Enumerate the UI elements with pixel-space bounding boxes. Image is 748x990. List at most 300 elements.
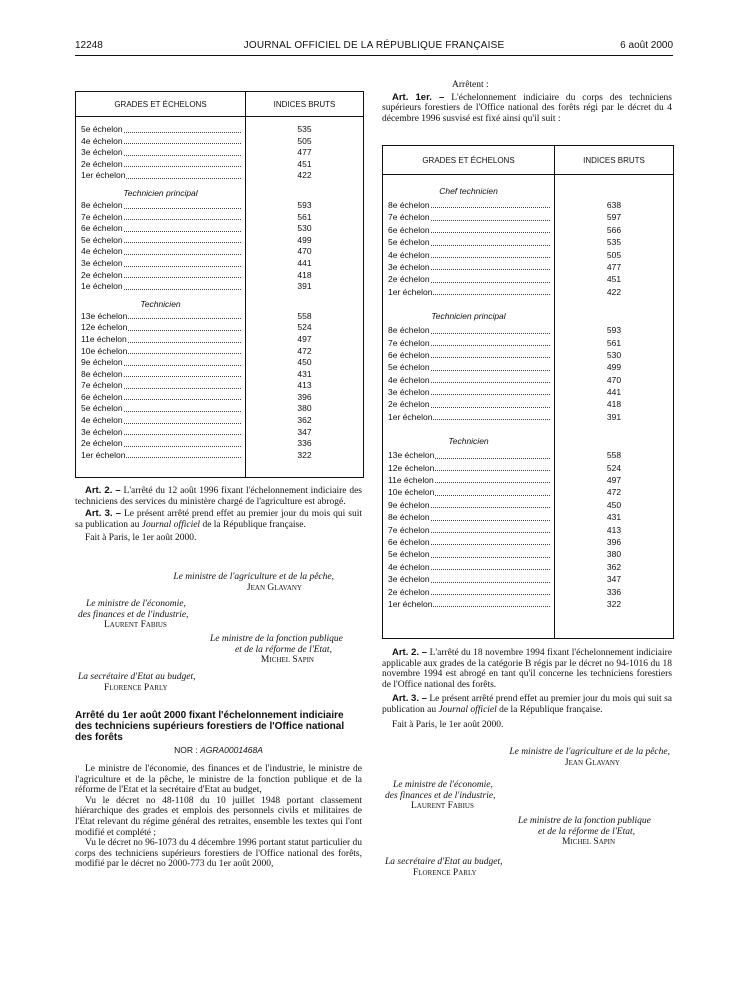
table-row-label	[76, 311, 245, 323]
arretent: Arrêtent :	[452, 80, 489, 90]
journal-title: JOURNAL OFFICIEL DE LA RÉPUBLIQUE FRANÇAISE	[243, 40, 505, 51]
table-row-label	[383, 586, 554, 598]
indice-value: 336	[297, 438, 312, 449]
table-spacer	[555, 423, 673, 433]
signatory-name: Jean Glavany	[564, 757, 620, 768]
table-row-label	[383, 598, 554, 610]
col-indices-header: INDICES BRUTS	[273, 99, 336, 109]
table-row-label	[383, 199, 554, 211]
echelon-label: 4e échelon	[388, 249, 430, 260]
table-row-label	[76, 380, 245, 392]
echelon-label: 3e échelon	[81, 426, 123, 437]
table-row-label	[76, 346, 245, 358]
art3-text-a: Le présent arrêté prend effet au premier jour du mois qui suit sa publication au	[75, 509, 362, 530]
dot-leader	[435, 449, 550, 458]
indice-value: 535	[297, 124, 312, 134]
signatory-role: des finances et de l'industrie,	[385, 790, 496, 801]
indice-value: 470	[297, 246, 312, 257]
echelon-label: 12e échelon	[81, 322, 128, 333]
art3-label: Art. 3. –	[392, 693, 427, 705]
dot-leader	[124, 258, 241, 267]
dot-leader	[431, 386, 550, 395]
indice-value: 497	[297, 333, 312, 344]
indice-value: 391	[606, 411, 622, 422]
echelon-label: 1er échelon	[388, 598, 433, 609]
table-row-label	[76, 147, 245, 159]
dot-leader	[124, 438, 241, 447]
table-row-label	[383, 211, 554, 223]
table-row-label	[76, 246, 245, 258]
table-row-label	[76, 392, 245, 404]
table-row-label	[76, 322, 245, 334]
echelon-label: 6e échelon	[81, 391, 123, 402]
echelon-label: 9e échelon	[388, 499, 430, 510]
dot-leader	[124, 159, 241, 168]
art3-label: Art. 3. –	[85, 508, 121, 520]
dot-leader	[431, 361, 550, 370]
echelon-label: 1er échelon	[81, 170, 126, 181]
indice-value: 558	[297, 310, 312, 321]
dot-leader	[431, 261, 550, 270]
page-header	[75, 40, 673, 56]
echelon-label: 8e échelon	[388, 200, 430, 210]
table-row-label	[383, 449, 554, 461]
echelon-label: 9e échelon	[81, 357, 123, 368]
table-row-label	[383, 261, 554, 273]
dot-leader	[433, 598, 550, 607]
left-grades-table	[75, 91, 364, 478]
table-spacer	[555, 183, 673, 199]
table-row-label	[76, 200, 245, 212]
echelon-label: 2e échelon	[81, 269, 123, 280]
table-row-label	[383, 536, 554, 548]
signatory-name: Florence Parly	[413, 867, 477, 878]
echelon-label: 13e échelon	[388, 450, 435, 461]
left-signature-4	[78, 672, 196, 693]
table-row-label	[383, 324, 554, 336]
echelon-label: 5e échelon	[81, 234, 123, 245]
table-row-label	[383, 486, 554, 498]
echelon-label: 3e échelon	[81, 147, 123, 158]
right-art3	[382, 694, 672, 715]
table-spacer	[76, 117, 245, 124]
nor-code: AGRA0001468A	[200, 745, 263, 755]
table-row-label	[76, 270, 245, 282]
col-grades-header: GRADES ET ÉCHELONS	[383, 146, 555, 174]
echelon-label: 2e échelon	[388, 399, 430, 410]
right-fait: Fait à Paris, le 1er août 2000.	[392, 719, 504, 730]
dot-leader	[431, 573, 550, 582]
table-spacer	[555, 298, 673, 308]
echelon-label: 5e échelon	[81, 124, 123, 134]
dot-leader	[431, 224, 550, 233]
preamble-ministers: Le ministre de l'économie, des finances et de l'industrie, le ministre de l'agriculture et de la pêche, le ministre de la fonction publique et de la réforme de l'Etat et la secrétaire d'Etat au budget,	[75, 764, 362, 796]
echelon-label: 5e échelon	[388, 237, 430, 248]
indice-value: 347	[297, 426, 312, 437]
dot-leader	[431, 199, 550, 208]
table-row-label	[76, 124, 245, 136]
dot-leader	[431, 524, 550, 533]
table-row-label	[383, 548, 554, 560]
indice-value: 561	[606, 337, 622, 348]
right-articles	[382, 648, 672, 730]
art2-label: Art. 2. –	[392, 647, 428, 658]
table-row-label	[383, 386, 554, 398]
echelon-label: 5e échelon	[81, 403, 123, 414]
echelon-label: 3e échelon	[81, 257, 123, 268]
art3-text-b: de la République française.	[200, 519, 306, 530]
dot-leader	[431, 548, 550, 557]
table-row-label	[76, 258, 245, 270]
table-row-label	[383, 273, 554, 285]
indice-value: 593	[297, 199, 312, 210]
indice-value: 418	[606, 399, 622, 410]
table-spacer	[383, 298, 554, 308]
echelon-label: 4e échelon	[81, 415, 123, 426]
indice-value: 396	[297, 391, 312, 402]
indice-value: 347	[606, 574, 622, 585]
table-row-label	[76, 334, 245, 346]
table-row-label	[383, 337, 554, 349]
dot-leader	[124, 427, 241, 436]
art3-text-b: de la République française.	[496, 704, 603, 715]
indice-value: 322	[297, 449, 312, 460]
dot-leader	[435, 486, 550, 495]
right-art2	[382, 648, 672, 690]
preamble-vu-1996: Vu le décret no 96-1073 du 4 décembre 1996 portant statut particulier du corps des techniciens supérieurs forestiers de l'Office national des forêts, modifié par le décret no 2000-773 du 1er août 2000,	[75, 838, 362, 870]
signatory-name: Laurent Fabius	[104, 620, 167, 631]
dot-leader	[435, 462, 550, 471]
preamble-vu-1948: Vu le décret no 48-1108 du 10 juillet 1948 portant classement hiérarchique des grades et emplois des personnels civils et militaires de l'Etat relevant du régime général des retraites, ensemble les textes qui l'ont modifié et complété ;	[75, 795, 362, 838]
indice-value: 472	[297, 345, 312, 356]
indice-value: 422	[297, 170, 312, 181]
table-row-label	[76, 170, 245, 182]
indice-value: 499	[297, 234, 312, 245]
table-row-label	[76, 235, 245, 247]
echelon-label: 6e échelon	[388, 349, 430, 360]
signatory-role: Le ministre de la fonction publique	[210, 634, 343, 644]
art2-label: Art. 2. –	[85, 485, 121, 496]
nor-label: NOR :	[174, 745, 201, 755]
echelon-label: 3e échelon	[388, 574, 430, 585]
right-signature-3	[518, 816, 651, 848]
indice-value: 497	[606, 475, 622, 486]
table-row-label	[383, 561, 554, 573]
indice-value: 450	[606, 499, 622, 510]
table-row-label	[383, 236, 554, 248]
table-spacer	[246, 117, 363, 124]
indice-value: 477	[606, 261, 622, 272]
indice-value: 391	[297, 281, 312, 292]
indice-value: 477	[297, 147, 312, 158]
table-spacer	[555, 433, 673, 449]
dot-leader	[431, 499, 550, 508]
indice-value: 524	[606, 462, 622, 473]
dot-leader	[124, 136, 241, 145]
echelon-label: 6e échelon	[81, 223, 123, 234]
table-row-label	[383, 249, 554, 261]
indice-value: 422	[606, 286, 622, 297]
dot-leader	[124, 200, 241, 209]
indices-column	[246, 117, 363, 477]
echelon-label: 1er échelon	[388, 286, 433, 297]
echelon-label: 11e échelon	[388, 475, 434, 486]
right-signature-2	[385, 780, 495, 812]
dot-leader	[124, 147, 241, 156]
indice-value: 499	[606, 362, 622, 373]
art3-journal: Journal officiel	[141, 519, 201, 530]
table-spacer	[246, 298, 363, 311]
dot-leader	[431, 511, 550, 520]
signatory-name: Florence Parly	[104, 682, 168, 693]
left-fait: Fait à Paris, le 1er août 2000.	[85, 533, 197, 544]
table-section-title: Technicien	[140, 298, 181, 309]
table-row-label	[76, 159, 245, 171]
dot-leader	[431, 586, 550, 595]
indice-value: 362	[297, 415, 312, 426]
indice-value: 470	[606, 374, 622, 385]
indice-value: 472	[606, 487, 622, 498]
indice-value: 380	[297, 403, 312, 414]
art1-text: L'échelonnement indiciaire du corps des techniciens supérieurs forestiers de l'Office national des forêts régi par le décret du 4 décembre 1996 susvisé est fixé ainsi qu'il suit :	[382, 92, 672, 124]
indice-value: 524	[297, 322, 312, 333]
echelon-label: 5e échelon	[388, 362, 430, 373]
indice-value: 451	[297, 158, 312, 169]
right-signature-4	[385, 857, 503, 878]
table-section-title: Technicien principal	[431, 311, 506, 322]
table-row-label	[383, 224, 554, 236]
left-articles	[75, 486, 362, 544]
table-spacer	[555, 175, 673, 183]
dot-leader	[128, 346, 241, 355]
dot-leader	[431, 398, 550, 407]
left-signature-2	[78, 599, 188, 631]
echelon-label: 1er échelon	[388, 411, 433, 422]
signatory-role: Le ministre de l'économie,	[86, 599, 186, 609]
echelon-label: 13e échelon	[81, 310, 128, 321]
table-row-label	[383, 398, 554, 410]
table-row-label	[76, 403, 245, 415]
table-row-label	[76, 223, 245, 235]
signatory-role: Le ministre de la fonction publique	[518, 816, 651, 826]
indice-value: 413	[606, 524, 622, 535]
table-row-label	[76, 415, 245, 427]
art2-text: L'arrêté du 12 août 1996 fixant l'échelonnement indiciaire des techniciens des services du ministère chargé de l'agriculture est abrogé.	[75, 486, 362, 507]
echelon-label: 7e échelon	[81, 211, 123, 222]
signatory-name: Laurent Fabius	[411, 801, 474, 812]
table-spacer	[555, 308, 673, 324]
table-row-label	[383, 573, 554, 585]
table-row-label	[383, 474, 554, 486]
dot-leader	[431, 324, 550, 333]
table-row-label	[383, 511, 554, 523]
table-row-label	[76, 357, 245, 369]
indice-value: 441	[606, 387, 622, 398]
art3-journal: Journal officiel	[438, 704, 497, 715]
table-header	[383, 146, 673, 175]
indice-value: 418	[297, 269, 312, 280]
table-section-title: Technicien	[448, 436, 489, 447]
dot-leader	[126, 170, 241, 179]
col-indices-header: INDICES BRUTS	[583, 155, 645, 165]
left-art2	[75, 486, 362, 507]
dot-leader	[124, 380, 241, 389]
signatory-role: et de la réforme de l'Etat,	[538, 826, 636, 837]
dot-leader	[124, 281, 241, 290]
signatory-name: Jean Glavany	[246, 582, 302, 593]
signatory-role: Le ministre de l'économie,	[393, 780, 493, 790]
echelon-label: 3e échelon	[388, 387, 430, 398]
table-row-label	[383, 286, 554, 298]
dot-leader	[431, 236, 550, 245]
dot-leader	[433, 286, 550, 295]
echelon-label: 1e échelon	[81, 281, 123, 292]
art1-label: Art. 1er. –	[392, 91, 445, 103]
signatory-role: La secrétaire d'Etat au budget,	[78, 672, 196, 682]
echelon-label: 7e échelon	[388, 524, 430, 535]
signatory-name: Michel Sapin	[562, 837, 616, 848]
dot-leader	[431, 536, 550, 545]
echelon-label: 8e échelon	[81, 368, 123, 379]
echelon-label: 4e échelon	[388, 561, 430, 572]
echelon-label: 2e échelon	[81, 158, 123, 169]
indice-value: 451	[606, 274, 622, 285]
table-row-label	[383, 374, 554, 386]
header-rule	[75, 55, 673, 56]
right-signature-1	[382, 747, 672, 768]
table-row-label	[76, 136, 245, 148]
indice-value: 597	[606, 212, 622, 223]
indice-value: 431	[297, 368, 312, 379]
echelon-label: 6e échelon	[388, 536, 430, 547]
indice-value: 593	[606, 325, 622, 336]
table-row-label	[383, 349, 554, 361]
indice-value: 535	[606, 237, 622, 248]
indice-value: 505	[606, 249, 622, 260]
table-row-label	[383, 462, 554, 474]
echelon-label: 8e échelon	[81, 199, 123, 210]
table-row-label	[383, 524, 554, 536]
indice-value: 561	[297, 211, 312, 222]
nor-reference	[75, 745, 362, 755]
table-body	[383, 175, 673, 638]
dot-leader	[124, 392, 241, 401]
echelon-label: 10e échelon	[81, 345, 128, 356]
table-row-label	[76, 281, 245, 293]
grades-column	[383, 175, 555, 638]
echelon-label: 4e échelon	[388, 374, 430, 385]
indice-value: 380	[606, 549, 622, 560]
dot-leader	[124, 124, 241, 133]
dot-leader	[431, 561, 550, 570]
indice-value: 322	[606, 598, 622, 609]
signatory-role: Le ministre de l'agriculture et de la pêche,	[173, 572, 334, 582]
art3-text-a: Le présent arrêté prend effet au premier jour du mois qui suit sa publication au	[382, 694, 672, 715]
table-row-label	[76, 369, 245, 381]
dot-leader	[431, 349, 550, 358]
indice-value: 396	[606, 536, 622, 547]
echelon-label: 3e échelon	[388, 261, 430, 272]
table-row-label	[383, 361, 554, 373]
indice-value: 530	[606, 349, 622, 360]
echelon-label: 7e échelon	[388, 212, 430, 223]
dot-leader	[128, 334, 241, 343]
table-section-title: Technicien principal	[123, 187, 198, 198]
col-grades-header: GRADES ET ÉCHELONS	[76, 92, 246, 116]
dot-leader	[124, 357, 241, 366]
dot-leader	[124, 270, 241, 279]
indice-value: 530	[297, 223, 312, 234]
dot-leader	[431, 337, 550, 346]
indice-value: 450	[297, 357, 312, 368]
right-intro	[382, 80, 672, 124]
table-spacer	[246, 187, 363, 200]
dot-leader	[435, 474, 550, 483]
echelon-label: 6e échelon	[388, 224, 430, 235]
echelon-label: 8e échelon	[388, 512, 430, 523]
echelon-label: 8e échelon	[388, 325, 430, 336]
echelon-label: 4e échelon	[81, 135, 123, 146]
decree-preamble	[75, 764, 362, 870]
echelon-label: 10e échelon	[388, 487, 435, 498]
table-row-label	[383, 499, 554, 511]
indice-value: 336	[606, 586, 622, 597]
indice-value: 566	[606, 224, 622, 235]
dot-leader	[128, 311, 241, 320]
signatory-role: La secrétaire d'Etat au budget,	[385, 857, 503, 867]
signatory-role: Le ministre de l'agriculture et de la pêche,	[509, 747, 670, 757]
left-signature-1	[75, 572, 362, 593]
echelon-label: 2e échelon	[388, 586, 430, 597]
echelon-label: 12e échelon	[388, 462, 435, 473]
signatory-role: des finances et de l'industrie,	[78, 609, 189, 620]
left-art3	[75, 509, 362, 530]
left-signature-3	[210, 634, 343, 666]
indice-value: 441	[297, 257, 312, 268]
table-row-label	[76, 438, 245, 450]
dot-leader	[433, 411, 550, 420]
echelon-label: 5e échelon	[388, 549, 430, 560]
signatory-role: et de la réforme de l'Etat,	[234, 644, 332, 655]
right-art1	[382, 93, 672, 125]
echelon-label: 1er échelon	[81, 449, 126, 460]
dot-leader	[124, 235, 241, 244]
decree-title: Arrêté du 1er août 2000 fixant l'échelonnement indiciaire des techniciens supérieurs forestiers de l'Office national des forêts	[75, 710, 345, 743]
indice-value: 413	[297, 380, 312, 391]
indice-value: 505	[297, 135, 312, 146]
echelon-label: 2e échelon	[388, 274, 430, 285]
echelon-label: 11e échelon	[81, 333, 127, 344]
table-row-label	[76, 212, 245, 224]
echelon-label: 7e échelon	[81, 380, 123, 391]
dot-leader	[124, 246, 241, 255]
echelon-label: 2e échelon	[81, 438, 123, 449]
dot-leader	[126, 450, 241, 459]
dot-leader	[124, 369, 241, 378]
grades-column	[76, 117, 246, 477]
table-body	[76, 117, 363, 477]
dot-leader	[124, 415, 241, 424]
table-header	[76, 92, 363, 117]
issue-date: 6 août 2000	[620, 40, 673, 51]
dot-leader	[128, 322, 241, 331]
echelon-label: 7e échelon	[388, 337, 430, 348]
dot-leader	[124, 223, 241, 232]
signatory-name: Michel Sapin	[260, 655, 314, 666]
dot-leader	[124, 212, 241, 221]
dot-leader	[124, 403, 241, 412]
table-row-label	[76, 427, 245, 439]
